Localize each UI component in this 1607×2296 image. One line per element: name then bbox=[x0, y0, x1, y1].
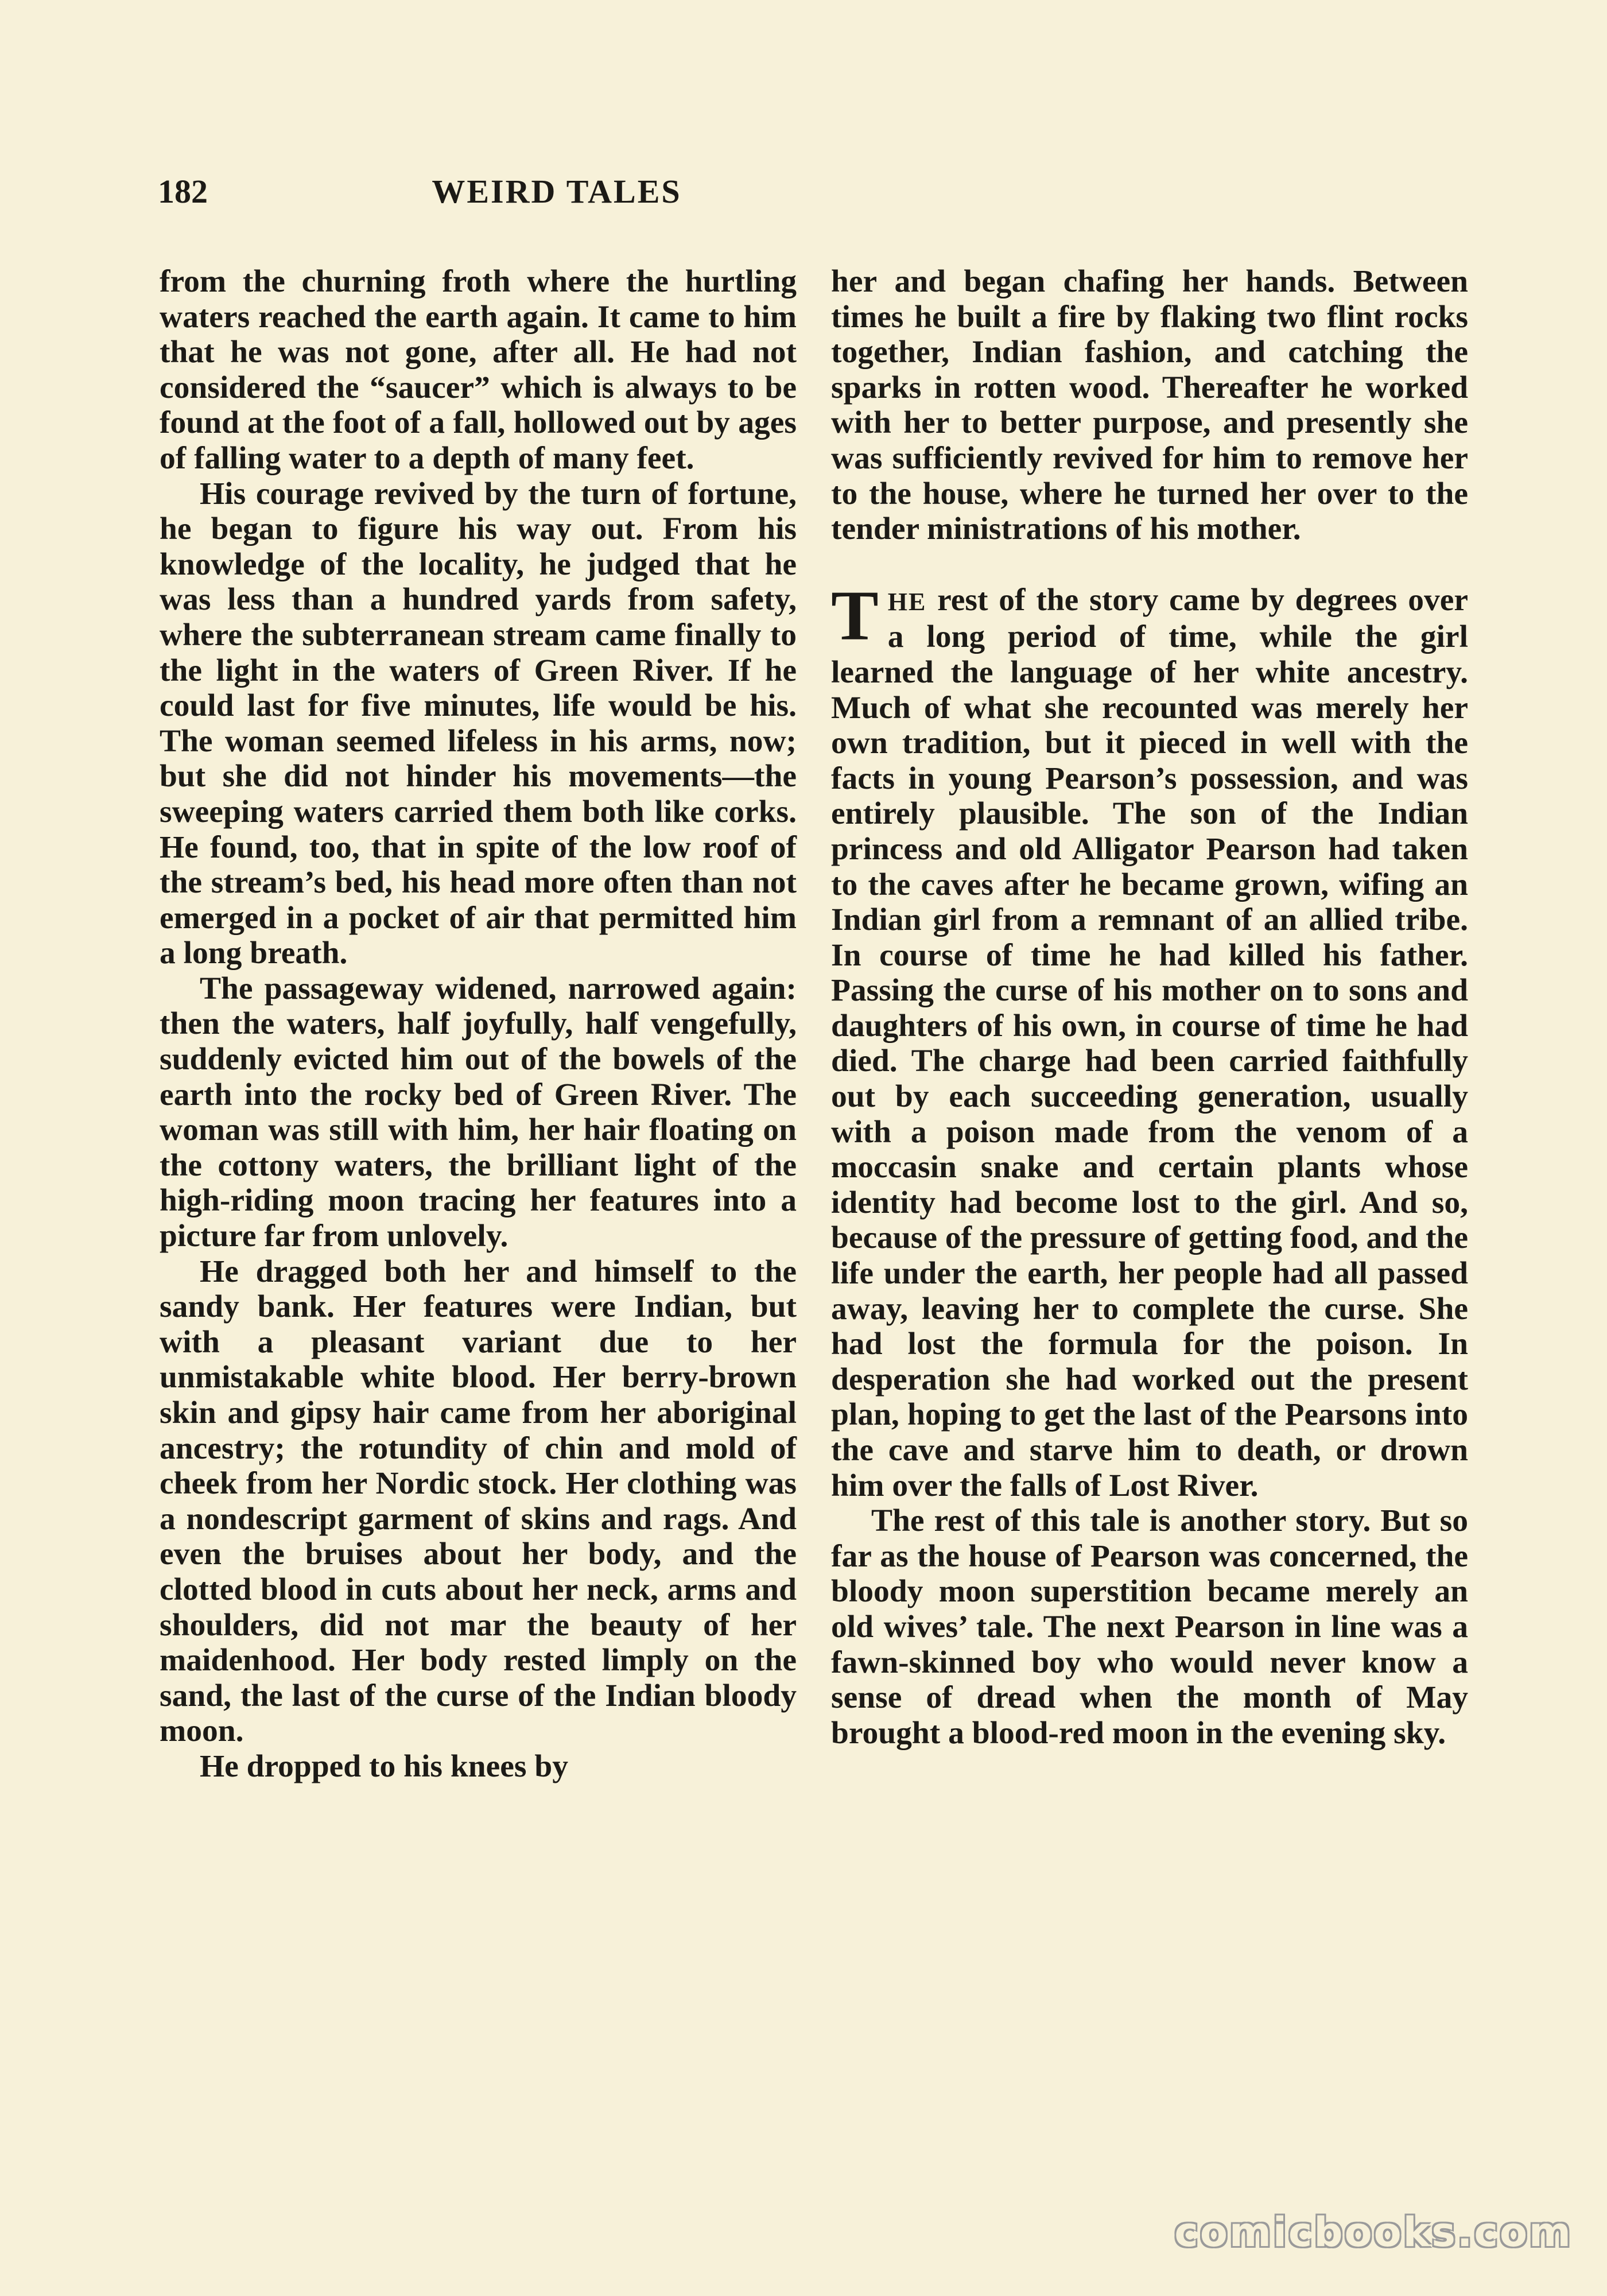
drop-cap: T bbox=[831, 576, 879, 655]
paragraph: from the churning froth where the hurtling waters reached the earth again. It came to him that he was not gone, after all. He had not considered the “saucer” which is always to be found at the foot of a fall, hollowed out by ages of falling water to a depth of many feet. bbox=[160, 264, 797, 476]
paragraph: The rest of this tale is another story. But so far as the house of Pearson was concerned, the bloody moon superstition became merely an old wives’ tale. The next Pearson in line was a fawn-skinned boy who would never know a sense of dread when the month of May brought a blood-red moon in the evening sky. bbox=[831, 1503, 1468, 1751]
paragraph: He dragged both her and himself to the sandy bank. Her features were Indian, but with a pleasant variant due to her unmistakable white blood. Her berry-brown skin and gipsy hair came from her aboriginal ancestry; the rotundity of chin and mold of cheek from her Nordic stock. Her clothing was a nondescript garment of skins and rags. And even the bruises about her body, and the clotted blood in cuts about her neck, arms and shoulders, did not mar the beauty of her maidenhood. Her body rested limply on the sand, the last of the curse of the Indian bloody moon. bbox=[160, 1254, 797, 1749]
paragraph: He dropped to his knees by bbox=[200, 1748, 568, 1784]
running-title: WEIRD TALES bbox=[432, 173, 682, 210]
small-caps-lead: HE bbox=[887, 587, 927, 616]
paragraph: His courage revived by the turn of fortune, he began to figure his way out. From his knowledge of the locality, he judged that he was less than a hundred yards from safety, where the subterranean stream came finally to the light in the waters of Green River. If he could last for five minutes, life would be his. The woman seemed lifeless in his arms, now; but she did not hinder his movements—the sweeping waters carried them both like corks. He found, too, that in spite of the low roof of the stream’s bed, his head more often than not emerged in a pocket of air that permitted him a long breath. bbox=[160, 476, 797, 971]
page-number: 182 bbox=[158, 173, 208, 210]
left-column bbox=[160, 264, 797, 2135]
watermark-logo: comicbooks.com bbox=[1174, 2209, 1573, 2256]
section-paragraph bbox=[831, 576, 1468, 1503]
paragraph: The passageway widened, narrowed again: then the waters, half joyfully, half vengefully, suddenly evicted him out of the bowels of the earth into the rocky bed of Green River. The woman was still with him, her hair floating on the cottony waters, the brilliant light of the high-riding moon tracing her features into a picture far from unlovely. bbox=[160, 971, 797, 1254]
right-column bbox=[831, 264, 1468, 2135]
paragraph: her and began chafing her hands. Between times he built a fire by flaking two flint rocks together, Indian fashion, and catching the sparks in rotten wood. Thereafter he worked with her to better purpose, and presently she was sufficiently revived for him to remove her to the house, where he turned her over to the tender ministrations of his mother. bbox=[831, 264, 1468, 547]
page-header bbox=[158, 172, 956, 224]
paragraph-text: rest of the story came by degrees over a long period of time, while the girl learned the language of her white ancestry. Much of what she recounted was merely her own tradition, but it pieced in well with the facts in young Pearson’s possession, and was entirely plausible. The son of the Indian princess and old Alligator Pearson had taken to the caves after he became grown, wifing an Indian girl from a remnant of an allied tribe. In course of time he had killed his father. Passing the curse of his mother on to sons and daughters of his own, in course of time he had died. The charge had been carried faithfully out by each succeeding generation, usually with a poison made from the venom of a moccasin snake and certain plants whose identity had become lost to the girl. And so, because of the pressure of getting food, and the life under the earth, her people had all passed away, leaving her to complete the curse. She had lost the formula for the poison. In desperation she had worked out the present plan, hoping to get the last of the Pearsons into the cave and starve him to death, or drown him over the falls of Lost River. bbox=[831, 582, 1468, 1503]
